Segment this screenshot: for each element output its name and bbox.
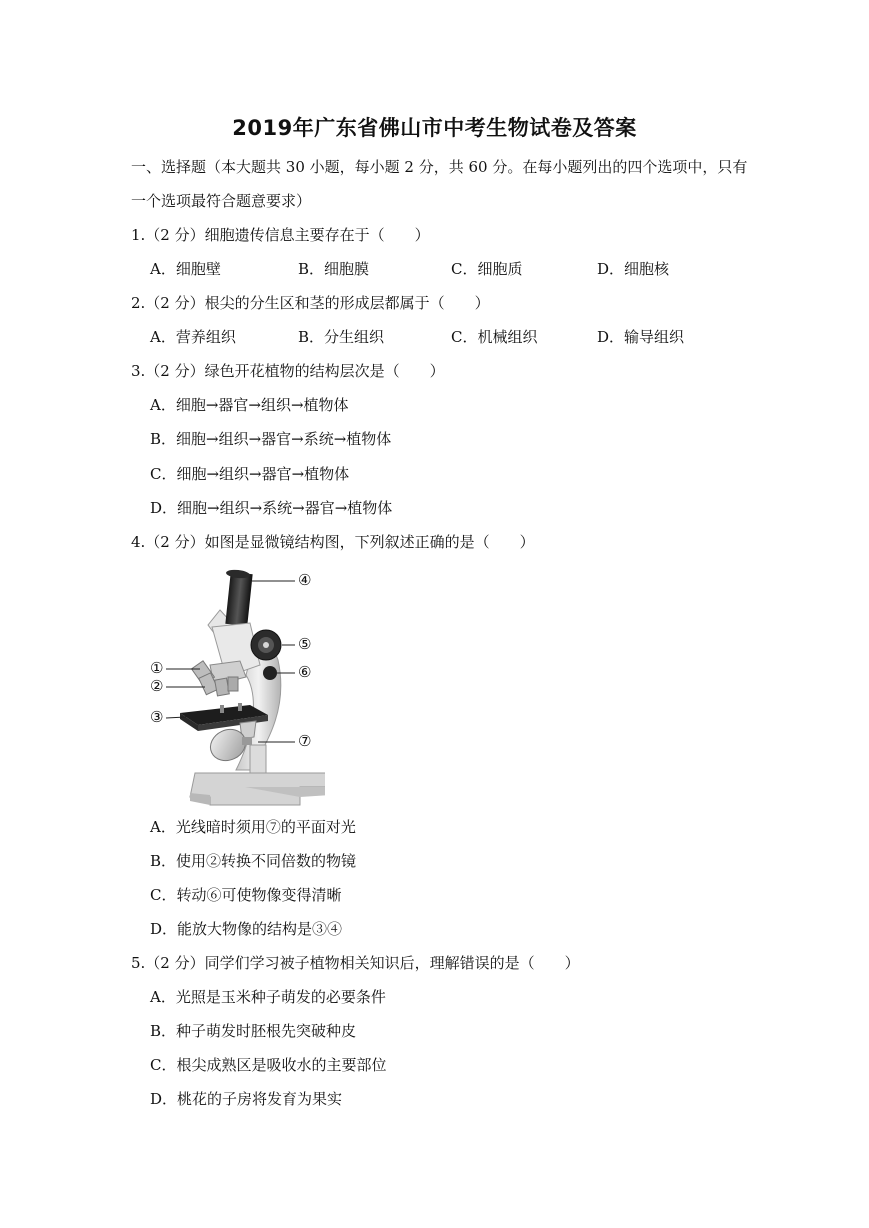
microscope-illustration [150, 565, 325, 810]
figure-label-6: ⑥ [298, 663, 312, 681]
question-1-option-c: C．细胞质 [451, 260, 523, 278]
question-2-option-b: B．分生组织 [298, 328, 385, 346]
figure-label-2: ② [150, 677, 164, 695]
question-2-option-a: A．营养组织 [150, 328, 236, 346]
question-5-option-c: C．根尖成熟区是吸收水的主要部位 [150, 1056, 387, 1074]
question-3-stem: 3.（2 分）绿色开花植物的结构层次是（ ） [131, 362, 445, 380]
question-3-option-c: C．细胞→组织→器官→植物体 [150, 465, 350, 483]
question-5-option-a: A．光照是玉米种子萌发的必要条件 [150, 988, 386, 1006]
figure-label-7: ⑦ [298, 732, 312, 750]
section-instructions-line-1: 一、选择题（本大题共 30 小题，每小题 2 分，共 60 分。在每小题列出的四个选项中，只有 [131, 158, 748, 176]
figure-label-1: ① [150, 659, 164, 677]
question-2-option-c: C．机械组织 [451, 328, 538, 346]
question-1-stem: 1.（2 分）细胞遗传信息主要存在于（ ） [131, 226, 430, 244]
question-5-stem: 5.（2 分）同学们学习被子植物相关知识后，理解错误的是（ ） [131, 954, 580, 972]
question-4-stem: 4.（2 分）如图是显微镜结构图，下列叙述正确的是（ ） [131, 533, 535, 551]
question-5-option-b: B．种子萌发时胚根先突破种皮 [150, 1022, 357, 1040]
question-1-option-b: B．细胞膜 [298, 260, 370, 278]
figure-label-3: ③ [150, 708, 164, 726]
question-4-option-c: C．转动⑥可使物像变得清晰 [150, 886, 342, 904]
question-4-option-a: A．光线暗时须用⑦的平面对光 [150, 818, 356, 836]
document-title: 2019年广东省佛山市中考生物试卷及答案 [232, 116, 637, 140]
section-instructions-line-2: 一个选项最符合题意要求） [131, 192, 312, 210]
question-5-option-d: D．桃花的子房将发育为果实 [150, 1090, 343, 1108]
question-2-option-d: D．输导组织 [597, 328, 685, 346]
microscope-figure [150, 565, 325, 810]
question-3-option-b: B．细胞→组织→器官→系统→植物体 [150, 430, 392, 448]
figure-label-5: ⑤ [298, 635, 312, 653]
question-2-stem: 2.（2 分）根尖的分生区和茎的形成层都属于（ ） [131, 294, 490, 312]
figure-label-4: ④ [298, 571, 312, 589]
question-4-option-d: D．能放大物像的结构是③④ [150, 920, 343, 938]
question-3-option-d: D．细胞→组织→系统→器官→植物体 [150, 499, 393, 517]
question-1-option-d: D．细胞核 [597, 260, 670, 278]
question-4-option-b: B．使用②转换不同倍数的物镜 [150, 852, 357, 870]
question-3-option-a: A．细胞→器官→组织→植物体 [150, 396, 349, 414]
question-1-option-a: A．细胞壁 [150, 260, 221, 278]
